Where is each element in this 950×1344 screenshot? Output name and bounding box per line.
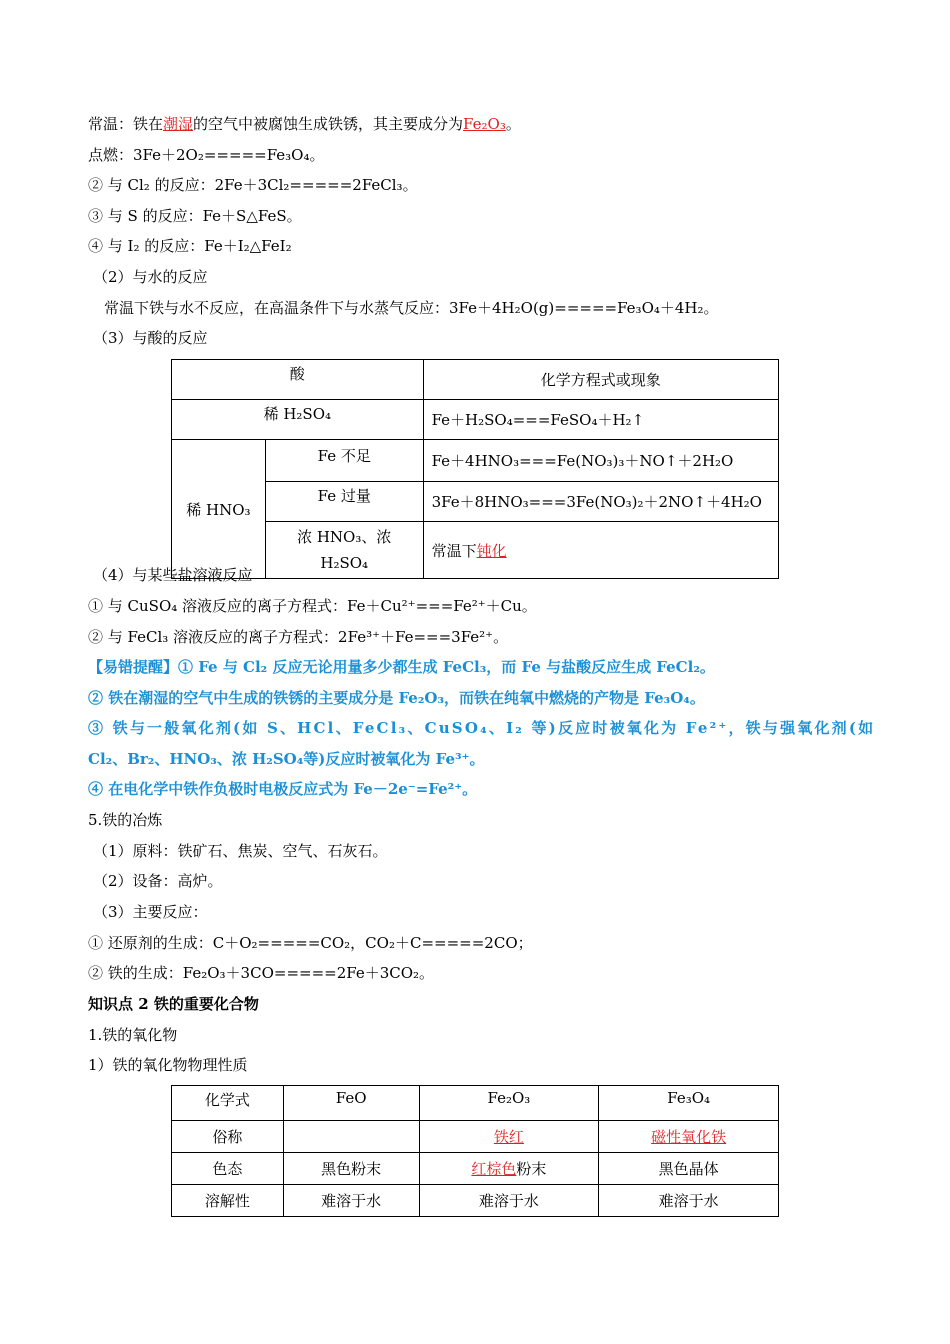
header-feo: FeO bbox=[283, 1086, 419, 1121]
line-cuso4: ① 与 CuSO₄ 溶液反应的离子方程式：Fe＋Cu²⁺===Fe²⁺＋Cu。 bbox=[88, 597, 537, 615]
cell-fe2o3-solubility: 难溶于水 bbox=[419, 1185, 599, 1217]
acid-table bbox=[171, 359, 779, 579]
cell-fe3o4-name bbox=[599, 1121, 779, 1153]
cell-feo-solubility: 难溶于水 bbox=[283, 1185, 419, 1217]
text: 粉末 bbox=[516, 1160, 547, 1178]
blank-answer: Fe₂O₃ bbox=[463, 115, 506, 133]
cell-color-state: 色态 bbox=[172, 1153, 284, 1185]
table-row bbox=[172, 1121, 779, 1153]
table-row bbox=[172, 400, 779, 440]
line-fecl3: ② 与 FeCl₃ 溶液反应的离子方程式：2Fe³⁺＋Fe===3Fe²⁺。 bbox=[88, 628, 509, 646]
blank-answer: 红棕色 bbox=[471, 1160, 517, 1178]
cell-fe2o3-name bbox=[419, 1121, 599, 1153]
cell-fe3o4-color: 黑色晶体 bbox=[599, 1153, 779, 1185]
text: 常温：铁在 bbox=[88, 115, 164, 133]
text: 的空气中被腐蚀生成铁锈，其主要成分为 bbox=[193, 115, 464, 133]
tip-line-1: 【易错提醒】① Fe 与 Cl₂ 反应无论用量多少都生成 FeCl₃，而 Fe 与盐酸反应生成 FeCl₂。 bbox=[88, 658, 715, 676]
cell-feo-name bbox=[283, 1121, 419, 1153]
heading-oxide-properties: 1）铁的氧化物物理性质 bbox=[88, 1056, 248, 1074]
heading-smelting: 5.铁的冶炼 bbox=[88, 811, 163, 829]
tip-line-3: ③ 铁与一般氧化剂(如 S、HCl、FeCl₃、CuSO₄、I₂ 等)反应时被氧化为 Fe²⁺，铁与强氧化剂(如 bbox=[88, 719, 876, 737]
cell-fe3o4-solubility: 难溶于水 bbox=[599, 1185, 779, 1217]
line-cl2: ② 与 Cl₂ 的反应：2Fe＋3Cl₂=====2FeCl₃。 bbox=[88, 176, 418, 194]
cell-fe-insufficient: Fe 不足 bbox=[265, 440, 423, 482]
tip-line-3b: Cl₂、Br₂、HNO₃、浓 H₂SO₄等)反应时被氧化为 Fe³⁺。 bbox=[88, 750, 485, 768]
line-reductant: ① 还原剂的生成：C＋O₂=====CO₂，CO₂＋C=====2CO； bbox=[88, 934, 533, 952]
header-acid: 酸 bbox=[172, 360, 424, 400]
cell-common-name: 俗称 bbox=[172, 1121, 284, 1153]
heading-salt: （4）与某些盐溶液反应 bbox=[93, 566, 253, 584]
header-fe2o3: Fe₂O₃ bbox=[419, 1086, 599, 1121]
table-row bbox=[172, 440, 779, 482]
table-row bbox=[172, 1086, 779, 1121]
cell-fe2o3-color bbox=[419, 1153, 599, 1185]
line-rust bbox=[88, 114, 521, 134]
header-formula: 化学式 bbox=[172, 1086, 284, 1121]
line-s: ③ 与 S 的反应：Fe＋S△FeS。 bbox=[88, 207, 302, 225]
line-water: 常温下铁与水不反应，在高温条件下与水蒸气反应：3Fe＋4H₂O(g)=====Fe₃O₄＋4H₂。 bbox=[104, 299, 719, 317]
line-main-reactions: （3）主要反应： bbox=[93, 903, 208, 921]
heading-water: （2）与水的反应 bbox=[93, 268, 208, 286]
section-title: 知识点 2 铁的重要化合物 bbox=[88, 995, 259, 1013]
text: H₂SO₄ bbox=[320, 554, 369, 572]
blank-answer: 钝化 bbox=[476, 541, 507, 560]
cell-passivation bbox=[423, 522, 778, 579]
cell-dilute-h2so4: 稀 H₂SO₄ bbox=[172, 400, 424, 440]
blank-answer: 磁性氧化铁 bbox=[651, 1128, 727, 1146]
header-fe3o4: Fe₃O₄ bbox=[599, 1086, 779, 1121]
cell-concentrated bbox=[265, 522, 423, 579]
line-i2: ④ 与 I₂ 的反应：Fe＋I₂△FeI₂ bbox=[88, 237, 292, 255]
tip-line-2: ② 铁在潮湿的空气中生成的铁锈的主要成分是 Fe₂O₃，而铁在纯氧中燃烧的产物是 Fe₃O₄。 bbox=[88, 689, 705, 707]
heading-acid: （3）与酸的反应 bbox=[93, 329, 208, 347]
line-iron-formation: ② 铁的生成：Fe₂O₃＋3CO=====2Fe＋3CO₂。 bbox=[88, 964, 435, 982]
cell-fe-excess: Fe 过量 bbox=[265, 482, 423, 522]
blank-answer: 铁红 bbox=[493, 1128, 524, 1146]
blank-answer: 潮湿 bbox=[163, 115, 194, 133]
cell-equation: Fe＋H₂SO₄===FeSO₄＋H₂↑ bbox=[423, 400, 778, 440]
cell-dilute-hno3: 稀 HNO₃ bbox=[172, 440, 266, 579]
tip-line-4: ④ 在电化学中铁作负极时电极反应式为 Fe－2e⁻=Fe²⁺。 bbox=[88, 780, 478, 798]
line-equipment: （2）设备：高炉。 bbox=[93, 872, 223, 890]
table-row bbox=[172, 360, 779, 400]
oxide-table bbox=[171, 1085, 779, 1217]
header-equation: 化学方程式或现象 bbox=[423, 360, 778, 400]
cell-equation: Fe＋4HNO₃===Fe(NO₃)₃＋NO↑＋2H₂O bbox=[423, 440, 778, 482]
line-materials: （1）原料：铁矿石、焦炭、空气、石灰石。 bbox=[93, 842, 388, 860]
cell-feo-color: 黑色粉末 bbox=[283, 1153, 419, 1185]
text: 浓 HNO₃、浓 bbox=[297, 528, 392, 546]
cell-equation: 3Fe＋8HNO₃===3Fe(NO₃)₂＋2NO↑＋4H₂O bbox=[423, 482, 778, 522]
heading-oxides: 1.铁的氧化物 bbox=[88, 1026, 178, 1044]
line-ignite: 点燃：3Fe＋2O₂=====Fe₃O₄。 bbox=[88, 146, 325, 164]
table-row bbox=[172, 1153, 779, 1185]
text: 常温下 bbox=[431, 541, 477, 560]
text: 。 bbox=[505, 115, 521, 133]
table-row bbox=[172, 1185, 779, 1217]
cell-solubility: 溶解性 bbox=[172, 1185, 284, 1217]
